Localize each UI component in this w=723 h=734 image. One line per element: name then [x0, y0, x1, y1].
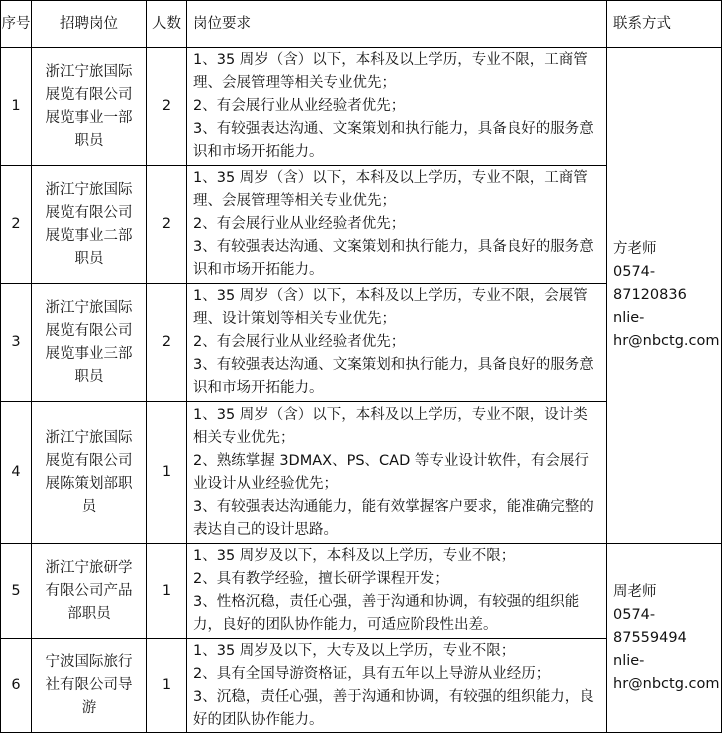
requirement-line: 1、35 周岁（含）以下，本科及以上学历，专业不限，会展管理、设计策划等相关专业优先；: [193, 288, 588, 327]
table-header-row: [1, 1, 722, 48]
row-requirements: [187, 402, 607, 544]
requirement-line: 3、沉稳，责任心强，善于沟通和协调，有较强的组织能力，良好的团队协作能力。: [193, 688, 594, 728]
requirement-line: 1、35 周岁及以下，本科及以上学历，专业不限；: [193, 548, 516, 564]
row-no: 3: [1, 284, 32, 402]
row-count: 2: [147, 48, 187, 166]
contact-phone: 0574-87120836: [613, 264, 687, 303]
contact-name: 周老师: [613, 583, 657, 600]
row-count: 1: [147, 544, 187, 639]
row-count: 1: [147, 402, 187, 544]
requirement-line: 3、有较强表达沟通、文案策划和执行能力，具备良好的服务意识和市场开拓能力。: [193, 239, 594, 278]
requirement-line: 2、具有教学经验，擅长研学课程开发；: [193, 571, 449, 587]
row-requirements: [187, 639, 607, 733]
table-row: [1, 48, 722, 166]
row-no: 5: [1, 544, 32, 639]
row-no: 1: [1, 48, 32, 166]
requirement-line: 2、有会展行业从业经验者优先；: [193, 334, 406, 350]
requirement-line: 2、有会展行业从业经验者优先；: [193, 216, 406, 232]
contact-phone: 0574-87559494: [613, 606, 687, 646]
requirement-line: 3、有较强表达沟通、文案策划和执行能力，具备良好的服务意识和市场开拓能力。: [193, 357, 594, 396]
requirement-line: 1、35 周岁（含）以下，本科及以上学历，专业不限，工商管理、会展管理等相关专业优先；: [193, 52, 588, 91]
header-contact: 联系方式: [607, 1, 722, 48]
row-count: 2: [147, 166, 187, 284]
row-requirements: [187, 544, 607, 639]
row-position: 浙江宁旅国际展览有限公司展览事业三部职员: [32, 284, 147, 402]
requirement-line: 1、35 周岁及以下，大专及以上学历，专业不限；: [193, 642, 516, 659]
header-count: 人数: [147, 1, 187, 48]
row-requirements: [187, 48, 607, 166]
contact-name: 方老师: [613, 241, 657, 257]
row-requirements: [187, 284, 607, 402]
row-no: 4: [1, 402, 32, 544]
table-row: [1, 544, 722, 639]
contact-cell-1: [607, 48, 722, 544]
requirement-line: 2、有会展行业从业经验者优先；: [193, 98, 406, 114]
row-position: 浙江宁旅国际展览有限公司展览事业二部职员: [32, 166, 147, 284]
row-no: 6: [1, 639, 32, 733]
requirement-line: 2、具有全国导游资格证，具有五年以上导游从业经历；: [193, 665, 551, 682]
row-position: 浙江宁旅国际展览有限公司展陈策划部职员: [32, 402, 147, 544]
row-position: 浙江宁旅研学有限公司产品部职员: [32, 544, 147, 639]
row-count: 1: [147, 639, 187, 733]
row-no: 2: [1, 166, 32, 284]
requirement-line: 3、有较强表达沟通能力，能有效掌握客户要求，能准确完整的表达自己的设计思路。: [193, 498, 594, 538]
contact-email: nlie-hr@nbctg.com: [613, 652, 720, 692]
contact-cell-2: [607, 544, 722, 733]
row-requirements: [187, 166, 607, 284]
requirement-line: 1、35 周岁（含）以下，本科及以上学历，专业不限，工商管理、会展管理等相关专业优先；: [193, 170, 588, 209]
header-position: 招聘岗位: [32, 1, 147, 48]
requirement-line: 3、有较强表达沟通、文案策划和执行能力，具备良好的服务意识和市场开拓能力。: [193, 121, 594, 160]
requirement-line: 3、性格沉稳，责任心强，善于沟通和协调，有较强的组织能力，良好的团队协作能力，可适应阶段性出差。: [193, 594, 580, 633]
contact-email: nlie-hr@nbctg.com: [613, 310, 720, 349]
requirement-line: 2、熟练掌握 3DMAX、PS、CAD 等专业设计软件，有会展行业设计从业经验优先；: [193, 452, 589, 492]
header-requirements: 岗位要求: [187, 1, 607, 48]
requirement-line: 1、35 周岁（含）以下，本科及以上学历，专业不限，设计类相关专业优先；: [193, 406, 588, 446]
row-count: 2: [147, 284, 187, 402]
header-no: 序号: [1, 1, 32, 48]
row-position: 宁波国际旅行社有限公司导游: [32, 639, 147, 733]
row-position: 浙江宁旅国际展览有限公司展览事业一部职员: [32, 48, 147, 166]
